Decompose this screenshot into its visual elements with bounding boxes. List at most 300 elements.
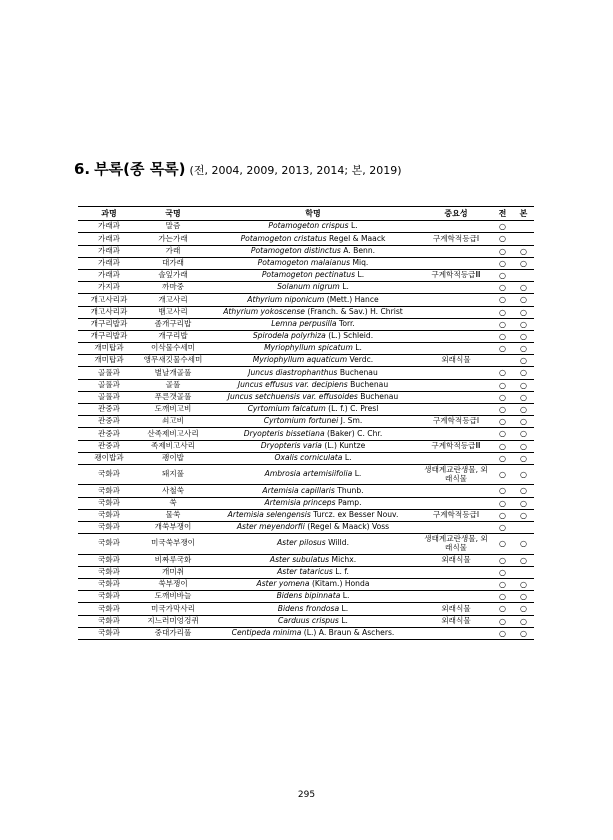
scientific-name-binomial: Aster tataricus	[277, 566, 333, 576]
table-row	[78, 428, 534, 440]
cell-current-survey: ○	[513, 485, 534, 497]
cell-previous-survey: ○	[492, 497, 513, 509]
cell-previous-survey: ○	[492, 233, 513, 245]
scientific-name-authority: Torr.	[338, 318, 355, 328]
scientific-name-authority: (Mett.) Hance	[326, 294, 379, 304]
cell-importance	[420, 330, 492, 342]
cell-importance: 구계학적등급Ⅰ	[420, 509, 492, 521]
scientific-name-binomial: Artemisia capillaris	[262, 485, 335, 495]
cell-current-survey: ○	[513, 509, 534, 521]
cell-current-survey: ○	[513, 534, 534, 554]
cell-family: 국화과	[78, 615, 140, 627]
cell-current-survey: ○	[513, 245, 534, 257]
cell-importance: 외래식물	[420, 615, 492, 627]
table-row	[78, 404, 534, 416]
cell-scientific-name	[206, 245, 420, 257]
cell-family: 개구리밥과	[78, 330, 140, 342]
section-number: 6.	[74, 160, 91, 178]
scientific-name-binomial: Potamogeton cristatus	[240, 233, 327, 243]
table-row	[78, 379, 534, 391]
cell-current-survey: ○	[513, 379, 534, 391]
cell-previous-survey: ○	[492, 221, 513, 233]
table-row	[78, 578, 534, 590]
cell-current-survey: ○	[513, 497, 534, 509]
cell-korean-name: 도깨비바늘	[140, 591, 206, 603]
scientific-name-binomial: Cyrtomium fortunei	[263, 416, 339, 426]
cell-importance	[420, 497, 492, 509]
scientific-name-binomial: Artemisia princeps	[264, 497, 336, 507]
cell-importance: 외래식물	[420, 355, 492, 367]
scientific-name-authority: (L.) Schleid.	[328, 331, 374, 341]
cell-importance	[420, 404, 492, 416]
table-row	[78, 416, 534, 428]
column-header-previous: 전	[492, 207, 513, 221]
cell-korean-name: 미국쑥부쟁이	[140, 534, 206, 554]
scientific-name-authority: L.	[355, 343, 362, 353]
cell-family: 가래과	[78, 233, 140, 245]
cell-scientific-name	[206, 257, 420, 269]
cell-scientific-name	[206, 578, 420, 590]
cell-importance	[420, 367, 492, 379]
cell-scientific-name	[206, 221, 420, 233]
cell-scientific-name	[206, 485, 420, 497]
cell-family: 국화과	[78, 603, 140, 615]
scientific-name-binomial: Oxalis corniculata	[274, 452, 343, 462]
cell-importance	[420, 221, 492, 233]
page-number: 295	[297, 790, 316, 800]
cell-korean-name: 개고사리	[140, 294, 206, 306]
cell-current-survey: ○	[513, 428, 534, 440]
cell-importance	[420, 294, 492, 306]
table-row	[78, 485, 534, 497]
cell-previous-survey: ○	[492, 464, 513, 484]
cell-importance	[420, 452, 492, 464]
cell-current-survey	[513, 221, 534, 233]
cell-importance	[420, 521, 492, 533]
cell-previous-survey: ○	[492, 534, 513, 554]
cell-current-survey: ○	[513, 306, 534, 318]
table-row	[78, 464, 534, 484]
cell-previous-survey: ○	[492, 282, 513, 294]
table-row	[78, 330, 534, 342]
scientific-name-binomial: Ambrosia artemisiifolia	[264, 469, 353, 479]
scientific-name-authority: L.	[342, 591, 350, 601]
cell-scientific-name	[206, 318, 420, 330]
cell-scientific-name	[206, 343, 420, 355]
cell-scientific-name	[206, 233, 420, 245]
cell-importance	[420, 306, 492, 318]
cell-previous-survey: ○	[492, 440, 513, 452]
table-row	[78, 221, 534, 233]
cell-family: 가래과	[78, 269, 140, 281]
cell-family: 국화과	[78, 509, 140, 521]
cell-previous-survey: ○	[492, 554, 513, 566]
cell-previous-survey: ○	[492, 591, 513, 603]
column-header-korean-name: 국명	[140, 207, 206, 221]
cell-scientific-name	[206, 603, 420, 615]
cell-family: 국화과	[78, 534, 140, 554]
cell-importance	[420, 578, 492, 590]
scientific-name-binomial: Aster yomena	[256, 579, 310, 589]
cell-scientific-name	[206, 509, 420, 521]
cell-previous-survey: ○	[492, 269, 513, 281]
cell-previous-survey: ○	[492, 627, 513, 639]
cell-family: 국화과	[78, 578, 140, 590]
scientific-name-authority: (L.) Kuntze	[324, 440, 366, 450]
scientific-name-binomial: Carduus crispus	[278, 615, 339, 625]
cell-previous-survey: ○	[492, 343, 513, 355]
cell-previous-survey: ○	[492, 306, 513, 318]
cell-previous-survey: ○	[492, 521, 513, 533]
cell-family: 개미탑과	[78, 355, 140, 367]
table-row	[78, 452, 534, 464]
cell-current-survey: ○	[513, 294, 534, 306]
cell-korean-name: 족제비고사리	[140, 440, 206, 452]
cell-scientific-name	[206, 355, 420, 367]
cell-scientific-name	[206, 282, 420, 294]
scientific-name-binomial: Potamogeton pectinatus	[261, 270, 356, 280]
cell-family: 개미탑과	[78, 343, 140, 355]
cell-family: 개고사리과	[78, 294, 140, 306]
cell-korean-name: 가래	[140, 245, 206, 257]
cell-korean-name: 도깨비고비	[140, 404, 206, 416]
cell-family: 골풀과	[78, 367, 140, 379]
table-row	[78, 627, 534, 639]
cell-korean-name: 별날개골풀	[140, 367, 206, 379]
cell-korean-name: 푸른갯골풀	[140, 391, 206, 403]
scientific-name-binomial: Dryopteris bissetiana	[243, 428, 325, 438]
scientific-name-authority: L.	[354, 469, 362, 479]
scientific-name-binomial: Dryopteris varia	[260, 440, 322, 450]
cell-scientific-name	[206, 391, 420, 403]
cell-previous-survey: ○	[492, 257, 513, 269]
cell-scientific-name	[206, 627, 420, 639]
cell-previous-survey: ○	[492, 485, 513, 497]
table-row	[78, 534, 534, 554]
scientific-name-authority: L.	[350, 221, 358, 231]
cell-importance: 구계학적등급Ⅲ	[420, 440, 492, 452]
cell-current-survey	[513, 566, 534, 578]
cell-family: 국화과	[78, 464, 140, 484]
scientific-name-authority: (Franch. & Sav.) H. Christ	[307, 306, 403, 316]
cell-scientific-name	[206, 464, 420, 484]
scientific-name-authority: J. Sm.	[340, 416, 363, 426]
section-heading	[74, 158, 402, 179]
scientific-name-binomial: Athyrium yokoscense	[223, 306, 305, 316]
cell-previous-survey: ○	[492, 391, 513, 403]
table-row	[78, 367, 534, 379]
cell-family: 국화과	[78, 554, 140, 566]
cell-korean-name: 솔잎가래	[140, 269, 206, 281]
cell-importance: 외래식물	[420, 554, 492, 566]
scientific-name-authority: Pamp.	[338, 497, 362, 507]
scientific-name-authority: Michx.	[331, 554, 357, 564]
cell-scientific-name	[206, 416, 420, 428]
scientific-name-binomial: Solanum nigrum	[277, 282, 340, 292]
cell-family: 골풀과	[78, 379, 140, 391]
cell-korean-name: 물쑥	[140, 509, 206, 521]
cell-korean-name: 비짜루국화	[140, 554, 206, 566]
table-row	[78, 282, 534, 294]
table-row	[78, 509, 534, 521]
scientific-name-authority: L. f.	[335, 566, 349, 576]
scientific-name-authority: (Kitam.) Honda	[311, 579, 370, 589]
cell-korean-name: 이삭물수세미	[140, 343, 206, 355]
scientific-name-binomial: Artemisia selengensis	[227, 509, 311, 519]
table-row	[78, 591, 534, 603]
cell-scientific-name	[206, 367, 420, 379]
cell-family: 관중과	[78, 416, 140, 428]
cell-previous-survey: ○	[492, 330, 513, 342]
cell-scientific-name	[206, 404, 420, 416]
cell-scientific-name	[206, 615, 420, 627]
cell-family: 국화과	[78, 591, 140, 603]
scientific-name-authority: L.	[341, 603, 349, 613]
cell-current-survey	[513, 269, 534, 281]
scientific-name-binomial: Myriophyllum aquaticum	[252, 355, 348, 365]
cell-korean-name: 개구리밥	[140, 330, 206, 342]
cell-scientific-name	[206, 534, 420, 554]
cell-importance	[420, 318, 492, 330]
table-row	[78, 269, 534, 281]
cell-scientific-name	[206, 269, 420, 281]
cell-family: 관중과	[78, 428, 140, 440]
cell-korean-name: 괭이밥	[140, 452, 206, 464]
cell-family: 가래과	[78, 257, 140, 269]
cell-scientific-name	[206, 521, 420, 533]
scientific-name-binomial: Bidens frondosa	[277, 603, 340, 613]
cell-korean-name: 대가래	[140, 257, 206, 269]
cell-previous-survey: ○	[492, 603, 513, 615]
column-header-scientific-name: 학명	[206, 207, 420, 221]
cell-korean-name: 중대가리풀	[140, 627, 206, 639]
scientific-name-binomial: Potamogeton crispus	[268, 221, 349, 231]
scientific-name-binomial: Aster pilosus	[276, 538, 326, 548]
cell-korean-name: 가는가래	[140, 233, 206, 245]
table-row	[78, 521, 534, 533]
scientific-name-binomial: Juncus diastrophanthus	[248, 367, 338, 377]
cell-family: 국화과	[78, 521, 140, 533]
table-row	[78, 233, 534, 245]
cell-family: 국화과	[78, 627, 140, 639]
cell-scientific-name	[206, 428, 420, 440]
cell-importance	[420, 485, 492, 497]
cell-previous-survey: ○	[492, 416, 513, 428]
column-header-family: 과명	[78, 207, 140, 221]
scientific-name-authority: Buchenau	[339, 367, 378, 377]
scientific-name-binomial: Myriophyllum spicatum	[264, 343, 353, 353]
cell-current-survey: ○	[513, 554, 534, 566]
cell-family: 국화과	[78, 566, 140, 578]
scientific-name-authority: L.	[341, 615, 348, 625]
table-row	[78, 603, 534, 615]
cell-family: 개구리밥과	[78, 318, 140, 330]
cell-importance	[420, 627, 492, 639]
table-row	[78, 391, 534, 403]
cell-importance	[420, 566, 492, 578]
cell-korean-name: 쑥부쟁이	[140, 578, 206, 590]
cell-current-survey: ○	[513, 578, 534, 590]
scientific-name-authority: (Regel & Maack) Voss	[307, 522, 390, 532]
cell-previous-survey: ○	[492, 509, 513, 521]
cell-family: 괭이밥과	[78, 452, 140, 464]
column-header-importance: 중요성	[420, 207, 492, 221]
cell-korean-name: 뱀고사리	[140, 306, 206, 318]
cell-korean-name: 좀개구리밥	[140, 318, 206, 330]
cell-korean-name: 미국가막사리	[140, 603, 206, 615]
scientific-name-binomial: Juncus setchuensis var. effusoides	[227, 392, 358, 402]
cell-current-survey: ○	[513, 391, 534, 403]
cell-previous-survey: ○	[492, 615, 513, 627]
cell-current-survey: ○	[513, 603, 534, 615]
scientific-name-authority: A. Benn.	[343, 245, 376, 255]
table-row	[78, 355, 534, 367]
scientific-name-binomial: Lemna perpusilla	[271, 318, 337, 328]
scientific-name-authority: L.	[357, 270, 365, 280]
table-header-row	[78, 207, 534, 221]
cell-korean-name: 골풀	[140, 379, 206, 391]
section-subtitle: (전, 2004, 2009, 2013, 2014; 본, 2019)	[189, 164, 402, 177]
scientific-name-binomial: Potamogeton distinctus	[250, 245, 341, 255]
scientific-name-binomial: Athyrium niponicum	[247, 294, 325, 304]
cell-scientific-name	[206, 497, 420, 509]
table-row	[78, 497, 534, 509]
scientific-name-binomial: Juncus effusus var. decipiens	[237, 379, 348, 389]
scientific-name-authority: Regel & Maack	[329, 233, 386, 243]
cell-scientific-name	[206, 330, 420, 342]
cell-importance	[420, 591, 492, 603]
cell-korean-name: 쑥	[140, 497, 206, 509]
cell-scientific-name	[206, 440, 420, 452]
cell-current-survey: ○	[513, 452, 534, 464]
cell-previous-survey: ○	[492, 404, 513, 416]
cell-family: 국화과	[78, 497, 140, 509]
cell-previous-survey: ○	[492, 318, 513, 330]
scientific-name-authority: Miq.	[352, 257, 369, 267]
scientific-name-authority: Buchenau	[360, 392, 399, 402]
cell-current-survey	[513, 521, 534, 533]
cell-scientific-name	[206, 591, 420, 603]
cell-family: 골풀과	[78, 391, 140, 403]
table-row	[78, 306, 534, 318]
cell-family: 국화과	[78, 485, 140, 497]
scientific-name-binomial: Potamogeton malaianus	[257, 257, 351, 267]
cell-scientific-name	[206, 306, 420, 318]
scientific-name-authority: L.	[342, 282, 349, 292]
cell-family: 가래과	[78, 245, 140, 257]
cell-family: 가래과	[78, 221, 140, 233]
cell-korean-name: 개미취	[140, 566, 206, 578]
cell-current-survey: ○	[513, 257, 534, 269]
cell-korean-name: 앵무새깃물수세미	[140, 355, 206, 367]
cell-previous-survey: ○	[492, 578, 513, 590]
cell-importance: 생태계교란생물, 외래식물	[420, 534, 492, 554]
cell-importance: 구계학적등급Ⅰ	[420, 416, 492, 428]
cell-family: 개고사리과	[78, 306, 140, 318]
table-row	[78, 566, 534, 578]
cell-importance	[420, 391, 492, 403]
cell-importance	[420, 245, 492, 257]
table-row	[78, 245, 534, 257]
table-row	[78, 318, 534, 330]
cell-korean-name: 지느러미엉겅퀴	[140, 615, 206, 627]
scientific-name-authority: (L. f.) C. Presl	[328, 404, 379, 414]
table-row	[78, 257, 534, 269]
cell-importance	[420, 379, 492, 391]
cell-current-survey: ○	[513, 627, 534, 639]
cell-importance	[420, 343, 492, 355]
cell-scientific-name	[206, 452, 420, 464]
cell-current-survey: ○	[513, 318, 534, 330]
cell-family: 관중과	[78, 440, 140, 452]
scientific-name-binomial: Bidens bipinnata	[276, 591, 341, 601]
table-row	[78, 294, 534, 306]
cell-korean-name: 산족제비고사리	[140, 428, 206, 440]
cell-current-survey: ○	[513, 367, 534, 379]
cell-current-survey: ○	[513, 404, 534, 416]
table-row	[78, 343, 534, 355]
table-body	[78, 221, 534, 640]
scientific-name-authority: Buchenau	[350, 379, 389, 389]
cell-importance: 생태계교란생물, 외래식물	[420, 464, 492, 484]
cell-importance: 구계학적등급Ⅲ	[420, 269, 492, 281]
cell-current-survey: ○	[513, 355, 534, 367]
cell-previous-survey: ○	[492, 428, 513, 440]
scientific-name-authority: Verdc.	[349, 355, 374, 365]
cell-previous-survey: ○	[492, 294, 513, 306]
cell-previous-survey: ○	[492, 245, 513, 257]
scientific-name-binomial: Centipeda minima	[231, 627, 302, 637]
cell-previous-survey: ○	[492, 379, 513, 391]
scientific-name-authority: L.	[344, 452, 352, 462]
cell-previous-survey: ○	[492, 367, 513, 379]
cell-korean-name: 사철쑥	[140, 485, 206, 497]
table-row	[78, 615, 534, 627]
cell-current-survey: ○	[513, 591, 534, 603]
cell-current-survey: ○	[513, 282, 534, 294]
cell-korean-name: 까마중	[140, 282, 206, 294]
scientific-name-authority: Turcz. ex Besser Nouv.	[313, 509, 399, 519]
column-header-current: 본	[513, 207, 534, 221]
cell-current-survey: ○	[513, 464, 534, 484]
cell-current-survey: ○	[513, 416, 534, 428]
scientific-name-authority: (L.) A. Braun & Aschers.	[303, 627, 395, 637]
scientific-name-binomial: Aster subulatus	[269, 554, 330, 564]
cell-korean-name: 쇠고비	[140, 416, 206, 428]
cell-current-survey: ○	[513, 615, 534, 627]
cell-current-survey: ○	[513, 343, 534, 355]
cell-importance: 외래식물	[420, 603, 492, 615]
cell-family: 관중과	[78, 404, 140, 416]
cell-current-survey: ○	[513, 330, 534, 342]
cell-korean-name: 돼지풀	[140, 464, 206, 484]
cell-current-survey	[513, 233, 534, 245]
scientific-name-authority: (Baker) C. Chr.	[327, 428, 383, 438]
cell-scientific-name	[206, 554, 420, 566]
cell-scientific-name	[206, 379, 420, 391]
cell-importance: 구계학적등급Ⅰ	[420, 233, 492, 245]
cell-korean-name: 개쑥부쟁이	[140, 521, 206, 533]
cell-family: 가지과	[78, 282, 140, 294]
cell-previous-survey: ○	[492, 566, 513, 578]
scientific-name-binomial: Aster meyendorfii	[236, 522, 305, 532]
cell-importance	[420, 282, 492, 294]
scientific-name-binomial: Spirodela polyrhiza	[252, 331, 326, 341]
cell-current-survey: ○	[513, 440, 534, 452]
cell-korean-name: 말즘	[140, 221, 206, 233]
scientific-name-authority: Willd.	[328, 538, 350, 548]
cell-previous-survey: ○	[492, 452, 513, 464]
